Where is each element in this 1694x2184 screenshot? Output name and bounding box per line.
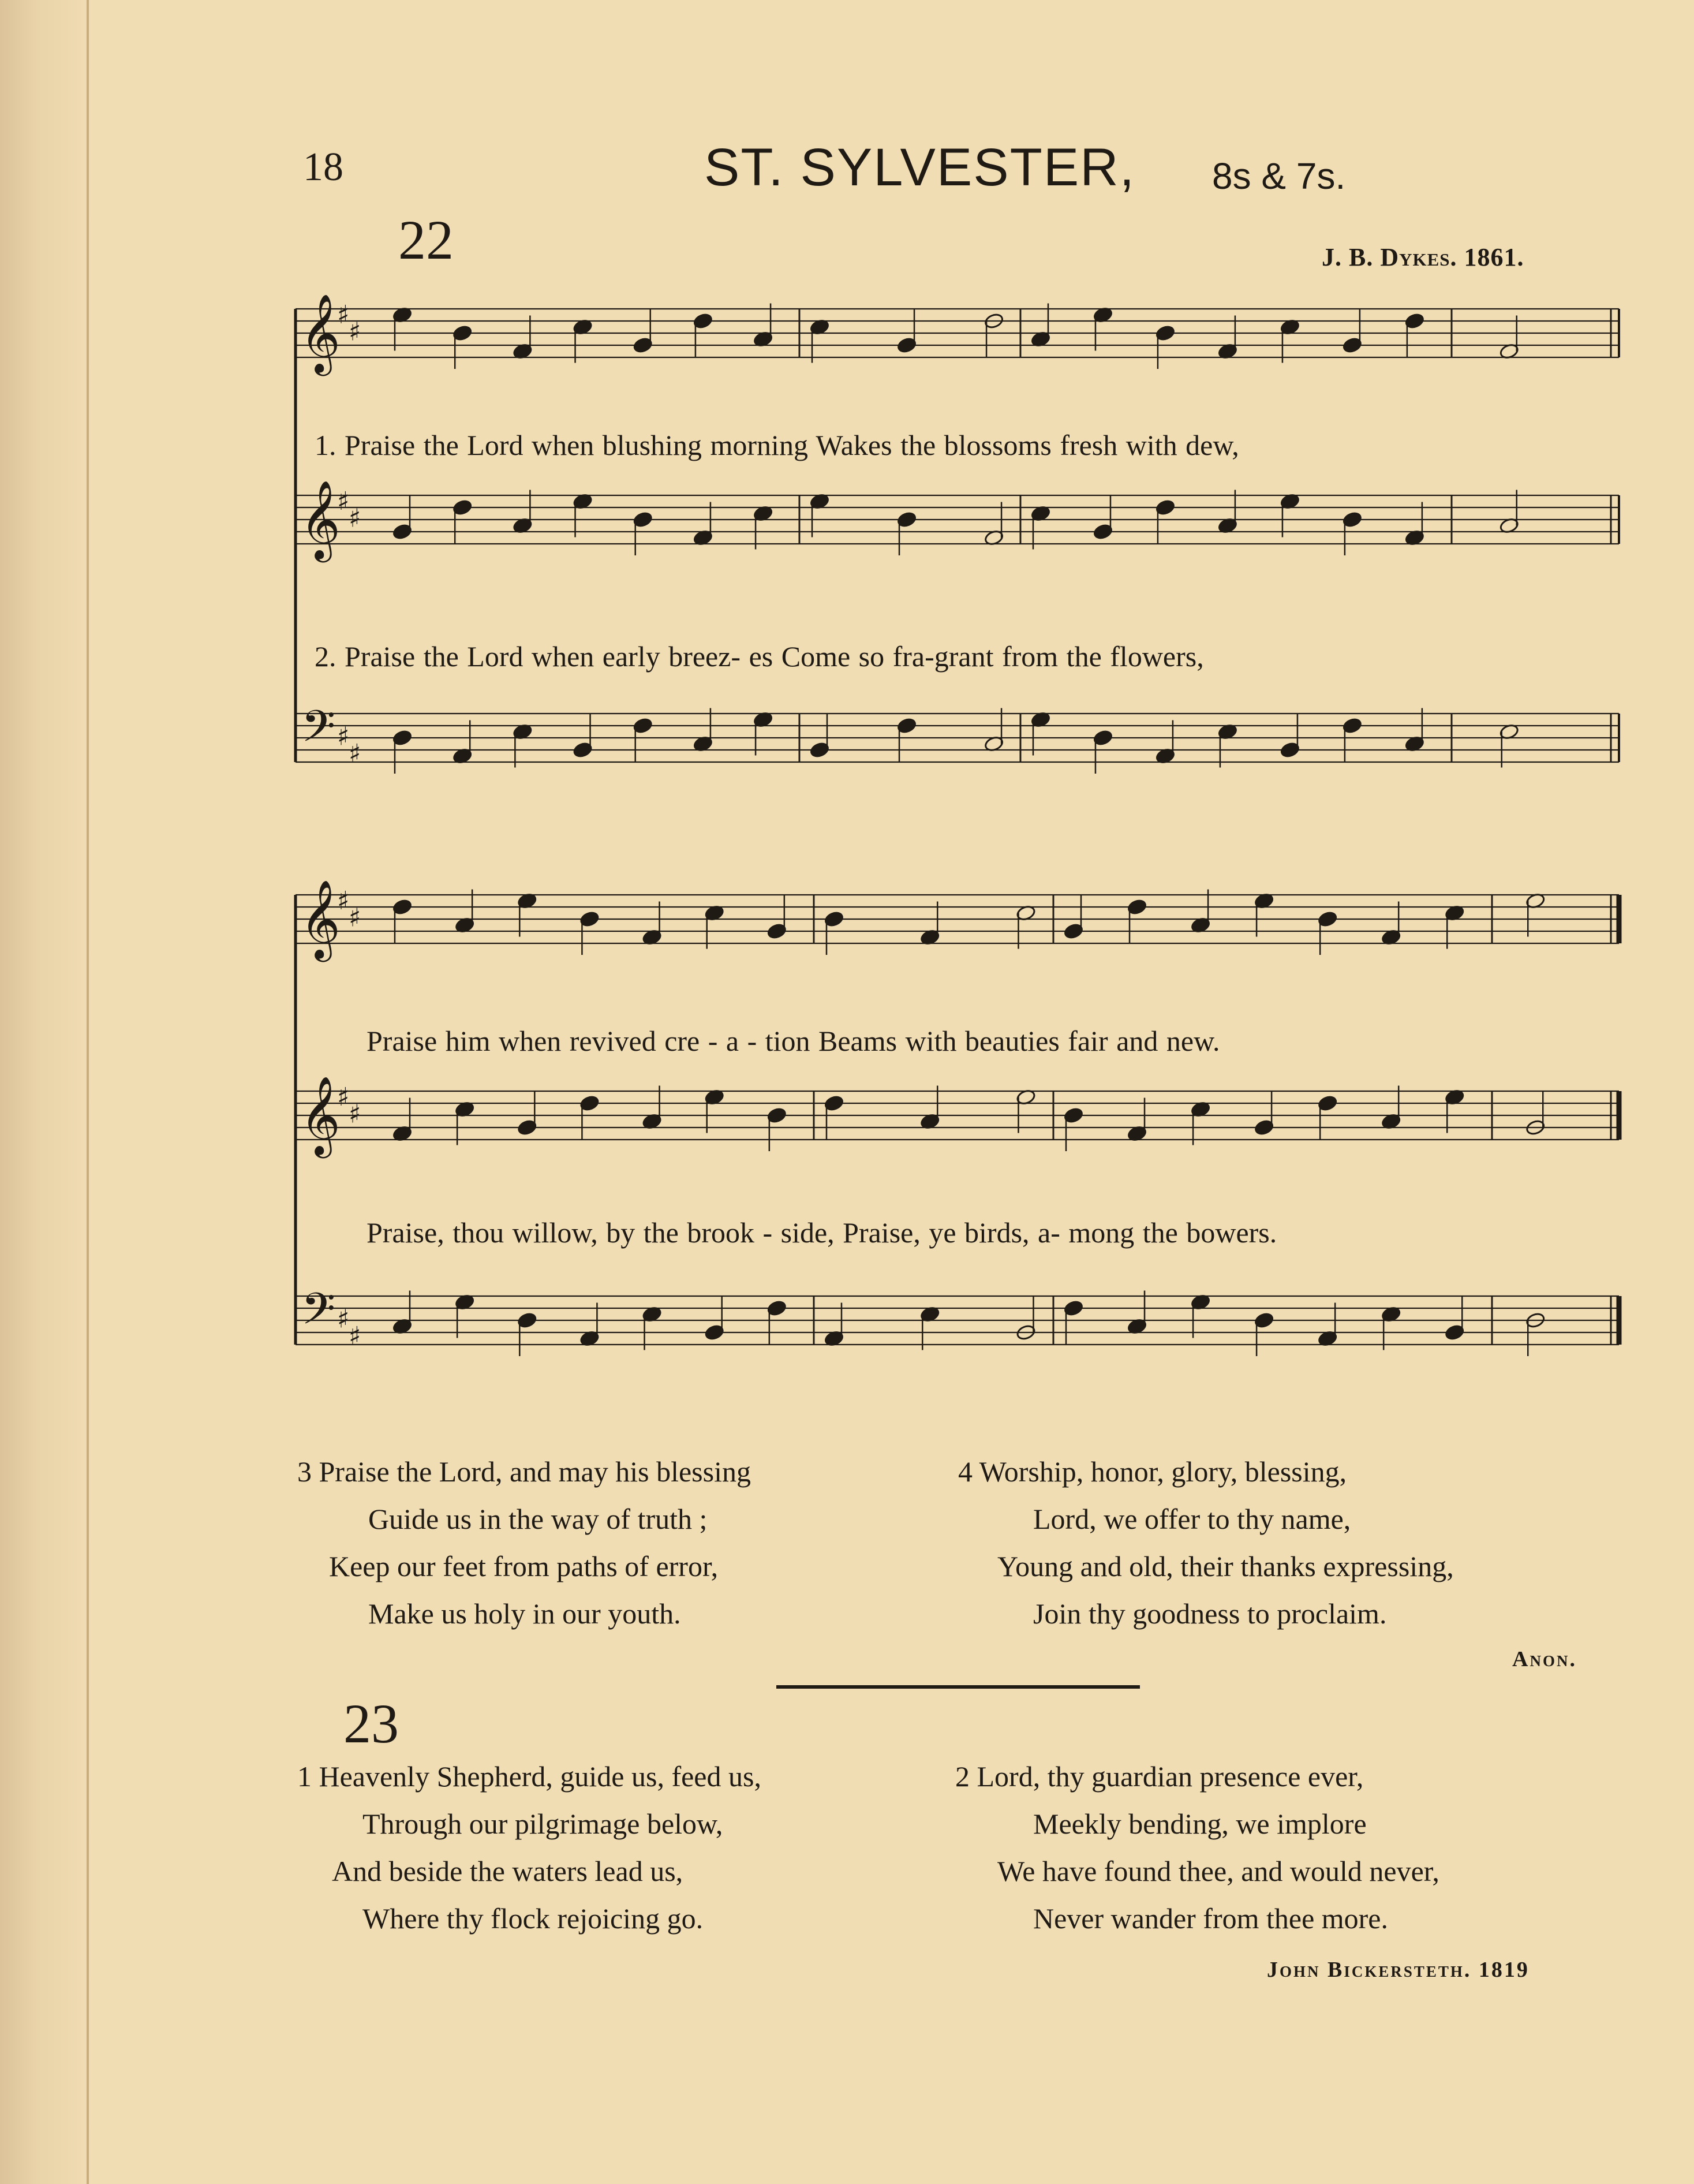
attribution-bickersteth: John Bickersteth. 1819 (1267, 1958, 1530, 1982)
verse3-line-4: Make us holy in our youth. (368, 1597, 681, 1630)
lyrics-line-2: 2. Praise the Lord when early breez- es Come so fra-grant from the flowers, (315, 640, 1204, 673)
h23-verse2-line-4: Never wander from thee more. (1033, 1902, 1388, 1935)
sharp-sign: ♯ (337, 1082, 350, 1112)
h23-verse1-line-4: Where thy flock rejoicing go. (362, 1902, 704, 1935)
hymn-number-22: 22 (398, 209, 454, 271)
h23-verse2-line-2: Meekly bending, we implore (1033, 1808, 1367, 1840)
verse3-line-2: Guide us in the way of truth ; (368, 1503, 708, 1535)
sharp-sign: ♯ (349, 1099, 361, 1129)
sharp-sign: ♯ (337, 1304, 350, 1334)
verse3-line-1: 3 Praise the Lord, and may his blessing (297, 1455, 751, 1488)
section-divider (776, 1685, 1140, 1689)
attribution-anon: Anon. (1512, 1647, 1577, 1671)
verse4-line-2: Lord, we offer to thy name, (1033, 1503, 1351, 1535)
lyrics-line-3: Praise him when revived cre - a - tion Beams with beauties fair and new. (367, 1025, 1220, 1057)
h23-verse2-line-3: We have found thee, and would never, (997, 1855, 1439, 1887)
lyrics-line-4: Praise, thou willow, by the brook - side, Praise, ye birds, a- mong the bowers. (367, 1216, 1277, 1249)
sharp-sign: ♯ (349, 503, 361, 533)
sharp-sign: ♯ (337, 886, 350, 916)
bass-clef: 𝄢 (301, 1283, 336, 1345)
tune-title: ST. SYLVESTER, (704, 138, 1136, 197)
h23-verse1-line-3: And beside the waters lead us, (332, 1855, 683, 1887)
sharp-sign: ♯ (349, 1321, 361, 1351)
treble-clef: 𝄞 (300, 292, 341, 372)
verse4-line-1: 4 Worship, honor, glory, blessing, (958, 1455, 1347, 1488)
h23-verse1-line-2: Through our pilgrimage below, (362, 1808, 723, 1840)
treble-clef: 𝄞 (300, 479, 341, 559)
sharp-sign: ♯ (349, 739, 361, 768)
hymn-number-23: 23 (343, 1693, 399, 1754)
h23-verse2-line-1: 2 Lord, thy guardian presence ever, (955, 1760, 1364, 1793)
sharp-sign: ♯ (349, 903, 361, 933)
sharp-sign: ♯ (337, 487, 350, 517)
h23-verse1-line-1: 1 Heavenly Shepherd, guide us, feed us, (297, 1760, 761, 1793)
lyrics-line-1: 1. Praise the Lord when blushing morning Wakes the blossoms fresh with dew, (315, 429, 1239, 461)
meter: 8s & 7s. (1212, 155, 1346, 197)
treble-clef: 𝄞 (300, 878, 341, 958)
treble-clef: 𝄞 (300, 1074, 341, 1155)
sharp-sign: ♯ (337, 722, 350, 752)
verse4-line-3: Young and old, their thanks expressing, (997, 1550, 1454, 1582)
verse3-line-3: Keep our feet from paths of error, (329, 1550, 719, 1582)
page-number: 18 (303, 145, 343, 189)
bass-clef: 𝄢 (301, 701, 336, 763)
composer: J. B. Dykes. 1861. (1322, 243, 1524, 271)
verse4-line-4: Join thy goodness to proclaim. (1033, 1597, 1387, 1630)
sharp-sign: ♯ (349, 317, 361, 347)
sharp-sign: ♯ (337, 300, 350, 330)
